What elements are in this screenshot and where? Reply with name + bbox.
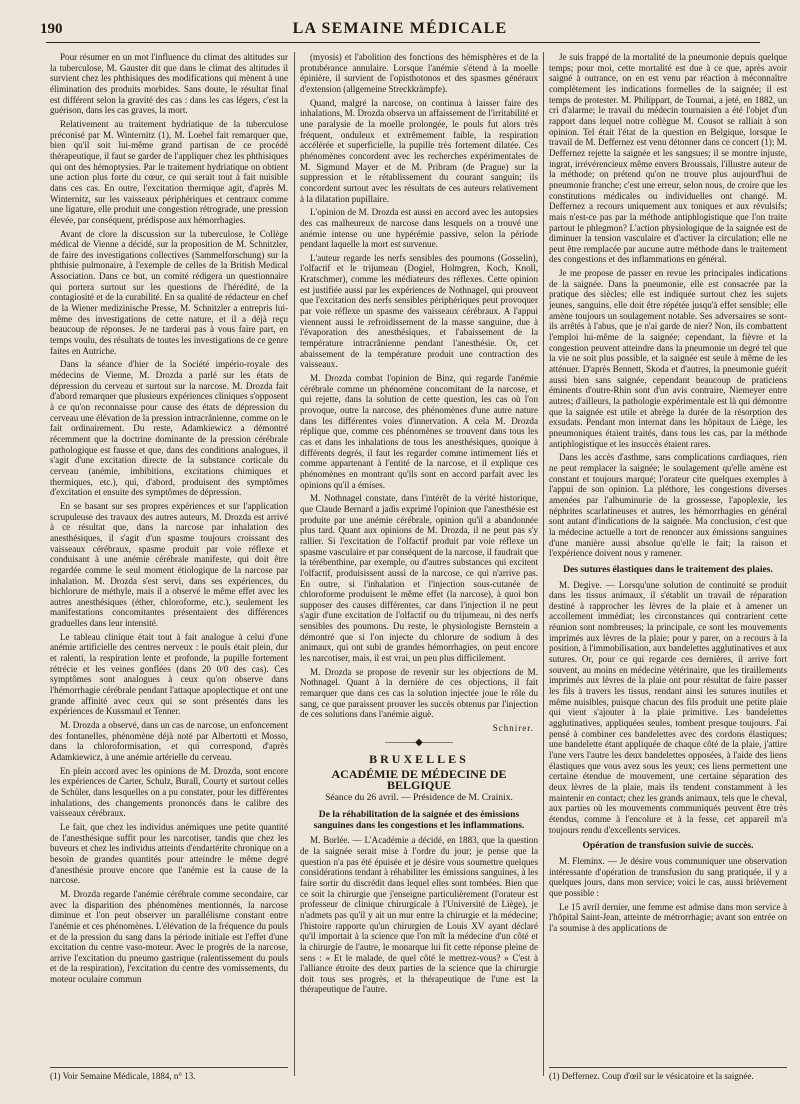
paragraph: M. Drozda combat l'opinion de Binz, qui regarde l'anémie cérébrale comme un phénomène concomitant de la narcose, et qui rejette, dans la solution de cette question, les cas où l'on provoque, outre la narcose, des phénomènes d'une autre nature dans les différentes voies d'innervation. A cela M. Drozda réplique que, comme ces phénomènes se trouvent dans tous les cas et dans les inhalations de tous les anesthésiques, quoique à différents degrés, il faut les regarder comme intimement liés et comme appartenant à l'entité de la narcose, et il explique ces phénomènes en montrant qu'ils sont en accord parfait avec les opinions qu'il a émises.: [300, 373, 538, 490]
paragraph: M. Borlée. — L'Académie a décidé, en 1883, que la question de la saignée serait mise à l'ordre du jour; je pense que la question n'a pas été épuisée et je désire vous soumettre quelques considérations tendant à réhabiliter les émissions sanguines, à les faire sortir du discrédit dans lequel elles sont tombées. Bien que ce soit la chirurgie que j'enseigne particulièrement (l'orateur est professeur de clinique chirurgicale à l'Université de Liège), je n'admets pas qu'il y ait un mur entre la chirurgie et la médecine; l'histoire rapporte qu'un chirurgien de Louis XV ayant déclaré qu'il importait à la science que l'on mît la médecine d'un côté et la chirurgie de l'autre, le monarque lui fit cette réponse pleine de sens : « Et le malade, de quel côté le mettrez-vous? » C'est à l'alliance étroite des deux parties de la science que la chirurgie doit tous ses progrès, et la thérapeutique de l'une est la thérapeutique de l'autre.: [300, 835, 538, 995]
paragraph: M. Drozda a observé, dans un cas de narcose, un enfoncement des fontanelles, phénomène déjà noté par Albertotti et Mosso, dans la chloroformisation, et qui correspond, d'après Adamkiewicz, à une anémie artérielle du cerveau.: [50, 720, 288, 762]
paragraph: Le tableau clinique était tout à fait analogue à celui d'une anémie artificielle des centres nerveux : le pouls était plein, dur et ralenti, la respiration lente et profonde, la pupille fortement rétrécie et les veines gonflées (dans 20 0/0 des cas). Ces symptômes sont analogues à ceux qu'on observe dans l'hémorrhagie cérébrale pendant l'attaque apoplectique et ont une grande affinité avec ceux qui se sont présentés dans les expériences de Kussmaul et Tenner.: [50, 631, 288, 717]
article-subhead: De la réhabilitation de la saignée et des émissions sanguines dans les congestions et les inflammations.: [313, 808, 525, 831]
article-subhead: Opération de transfusion suivie de succès.: [582, 840, 754, 852]
section-ornament: ―――◆―――: [385, 736, 453, 748]
paragraph: M. Degive. — Lorsqu'une solution de continuité se produit dans les tissus animaux, il s'établit un travail de réparation destiné à rapprocher les lèvres de la plaie et à amener un accollement immédiat; les circonstances qui contrarient cette réunion sont nombreuses; la principale, ce sont les mouvements imprimés aux lèvres de la plaie; pour y parer, on a recours à la position, à l'immobilisation, aux bandelettes agglutinatives et aux sutures. Or, pour ce qui regarde ces dernières, il arrive fort souvent, au moins en médecine vétérinaire, que les tiraillements imprimés aux lèvres de la plaie ont pour résultat de faire passer les fils à travers les tissus, rendant ainsi les sutures inutiles et même nuisibles, puisque chacun des fils produit une petite plaie qui vient s'ajouter à la plaie primitive. Les bandelettes agglutinatives, appliquées seules, tombent presque toujours. J'ai pensé à combiner ces bandelettes avec des cordons élastiques; une bandelette étant appliquée de chaque côté de la plaie, j'attire l'une vers l'autre les deux bandelettes opposées, à l'aide des liens élastiques que vous avez sous les yeux; ces liens permettent une certaine étendue de mouvement, une certaine séparation des deux lèvres de la plaie, mais ils tendent constamment à les maintenir en contact; chez les grands animaux, tels que le cheval, aux parties où les mouvements communiqués peuvent être très étendus, comme à l'encolure et à la fesse, cet appareil m'a toujours rendu d'excellents services.: [549, 579, 787, 835]
footnote: (1) Voir Semaine Médicale, 1884, n° 13.: [50, 1067, 288, 1082]
paragraph: Relativement au traitement hydriatique de la tuberculose préconisé par M. Winternitz (1), M. Loebel fait remarquer que, bien qu'il soit lui-même grand partisan de ce procédé thérapeutique, il faut se garder de l'appliquer chez les phthisiques qui ont des hémoptysies. Par le traitement hydriatique on obtient une action plus forte du cœur, ce qui serait tout à fait nuisible dans ces cas. En outre, l'excitation thermique agit, d'après M. Winternitz, sur les vaisseaux périphériques et centraux comme une ligature, elle produit une congestion rétrograde, une pression élevée, par conséquent, prédispose aux hémorrhagies.: [50, 118, 288, 225]
paragraph: M. Drozda regarde l'anémie cérébrale comme secondaire, car avec la disparition des phénomènes mentionnés, la narcose diminue et l'on peut observer un parallélisme constant entre l'anémie et ces phénomènes. L'élévation de la fréquence du pouls et de la pression du sang dans la période initiale est l'effet d'une excitation du centre vaso-moteur. Avec le progrès de la narcose, arrive l'excitation du pneumo gastrique (ralentissement du pouls et de la respiration), l'excitation du centre des vomissements, du moteur oculaire commun: [50, 888, 288, 985]
academy-heading: ACADÉMIE DE MÉDECINE DE BELGIQUE: [331, 767, 507, 792]
session-line: Séance du 26 avril. — Présidence de M. Crainix.: [325, 792, 513, 804]
paragraph: Quand, malgré la narcose, on continua à laisser faire des inhalations, M. Drozda observa un affaissement de l'irritabilité et une paralysie de la moelle prolongée, le pouls fut alors très fréquent, onduleux et extrêmement faible, la respiration accélérée et superficielle, la pupille très fortement dilatée. Ces phénomènes concordent avec les recherches expérimentales de M. Sigmund Mayer et de M. Pribram (de Prague) sur la suppression et le rétablissement du courant sanguin; ils concordent surtout avec les résultats de ces auteurs relativement à la dilatation pupillaire.: [300, 97, 538, 204]
paragraph: Le 15 avril dernier, une femme est admise dans mon service à l'hôpital Saint-Jean, atteinte de métrorrhagie; avant son entrée on l'a soumise à des applications de: [549, 901, 787, 933]
paragraph: Avant de clore la discussion sur la tuberculose, le Collège médical de Vienne a décidé, sur la proposition de M. Schnitzler, de faire des investigations collectives (Sammelforschung) sur la phthisie pulmonaire, à l'exemple de celles de la British Medical Association. Dans ce but, un comité rédigera un questionnaire qui portera surtout sur les questions de l'hérédité, de la contagiosité et de la curabilité. En sa qualité de rédacteur en chef de la Wiener medizinische Presse, M. Schnitzler a entrepris lui-même des investigations de cette nature, et il a déjà reçu beaucoup de réponses. Je ne tarderai pas à vous faire part, en temps voulu, des résultats de toutes les investigations de ce genre faites en Autriche.: [50, 228, 288, 356]
paragraph: M. Drozda se propose de revenir sur les objections de M. Nothnagel. Quant à la dernière de ces objections, il fait remarquer que dans ces cas la solution injectée joue le rôle du sang, ce que paraissent prouver les succès obtenus par l'injection de ces solutions dans l'anémie aiguë.: [300, 666, 538, 720]
paragraph: Je me propose de passer en revue les principales indications de la saignée. Dans la pneumonie, elle est consacrée par la pratique des siècles; elle est indiquée surtout chez les sujets jeunes, sanguins, elle doit être répétée jusqu'à effet sensible; elle amène toujours un soulagement notable. Ses adversaires se sont-ils arrêtés à l'abus, que je n'ai garde de nier? Non, ils combattent l'emploi lui-même de la saignée; cependant, la fièvre et la congestion peuvent atteindre dans la pneumonie un degré tel que la vie ne soit plus possible, et la saignée est seule à même de les atténuer. D'après Bennett, Skoda et d'autres, la pneumonie guérit aussi bien sans saignée, cependant beaucoup de praticiens éminents d'outre-Rhin sont d'un avis contraire, Niemeyer entre autres; d'ailleurs, la pathologie expérimentale est là qui démontre que la saignée est utile et abrège la durée de la résorption des exsudats. Pendant mon internat dans les hôpitaux de Liège, les pneumoniques étaient traités, dans tous les cas, par la méthode antiphlogistique et les insuccès étaient rares.: [549, 268, 787, 449]
paragraph: Dans les accès d'asthme, sans complications cardiaques, rien ne peut remplacer la saignée; le soulagement qu'elle amène est constant et toujours marqué; l'orateur cite quelques exemples à l'appui de son opinion. La pléthore, les congestions diverses amenées par l'albuminurie de la grossesse, l'apoplexie, les néphrites scarlatineuses et autres, les hémorrhagies en général sont autant d'indications de la saignée. Ma conclusion, c'est que la médecine actuelle a tort de renoncer aux émissions sanguines d'une manière aussi absolue qu'elle le fait; la raison et l'expérience doivent nous y ramener.: [549, 452, 787, 559]
journal-title: LA SEMAINE MÉDICALE: [292, 20, 508, 37]
column-3: [549, 52, 787, 1082]
paragraph: Le fait, que chez les individus anémiques une petite quantité de l'anesthésique suffit pour les narcotiser, tandis que chez les buveurs et chez les individus atteints d'endartérite chronique on a besoin de grandes quantités pour atteindre le même degré d'anesthésie prouve encore que l'anémie est la cause de la narcose.: [50, 821, 288, 886]
paragraph: L'opinion de M. Drozda est aussi en accord avec les autopsies des cas malheureux de narcose dans lesquels on a trouvé une anémie intense ou une hypérémie passive, selon la période pendant laquelle la mort est survenue.: [300, 207, 538, 250]
paragraph: Je suis frappé de la mortalité de la pneumonie depuis quelque temps; pour moi, cette mortalité est due à ce que, après avoir saigné à outrance, on en est venu par réaction à méconnaître complètement les indications formelles de la saignée; il est temps de protester. M. Philippart, de Tournai, a jeté, en 1882, un cri d'alarme; le travail du médecin tournaisien a été l'objet d'un rapport dans lequel notre collègue M. Cousot se ralliait à son opinion. Tel était l'état de la question en Belgique, lorsque le travail de M. Deffernez est venu détonner dans ce concert (1); M. Deffernez rejette la saignée et les sangsues; il se montre injuste, ingrat, irrévérencieux même envers Broussais, l'illustre auteur de la méthode; on prétend qu'on ne trouve plus aujourd'hui de pneumonie franche; c'est une erreur, selon nous, de croire que les constitutions médicales ou individuelles ont changé. M. Deffernez a recours uniquement aux toniques et aux révulsifs; mais n'est-ce pas par la méthode antiphlogistique que l'on traite partout le phlegmon? L'action physiologique de la saignée est de diminuer la tension vasculaire et d'activer la circulation; elle ne peut être remplacée par aucune autre méthode dans le traitement des congestions et des inflammations en général.: [549, 52, 787, 265]
footnote: (1) Deffernez. Coup d'œil sur le vésicatoire et la saignée.: [549, 1067, 787, 1082]
paragraph: L'auteur regarde les nerfs sensibles des poumons (Gosselin), l'olfactif et le trijumeau (Dogiel, Holmgren, Koch, Knoll, Kratschmer), comme les médiateurs des réflexes. Cette opinion est justifiée aussi par les expériences de Nothnagel, qui prouvent que l'excitation des nerfs sensibles périphériques peut provoquer par voie réflexe un spasme des vaisseaux cérébraux. A l'appui viennent aussi le refroidissement de la masse sanguine, due à l'évaporation des anesthésiques, et l'abaissement de la température intracrânienne pendant l'anesthésie. Or, cet abaissement de la température produit une contraction des vaisseaux.: [300, 252, 538, 370]
paragraph: M. Fleminx. — Je désire vous communiquer une observation intéressante d'opération de transfusion du sang pratiquée, il y a quelques jours, dans mon service; voici le cas, aussi brièvement que possible :: [549, 855, 787, 898]
page-header: [40, 14, 760, 38]
page-number: 190: [40, 21, 63, 37]
column-divider: [294, 52, 295, 1076]
column-divider: [543, 52, 544, 1076]
header-rule: [46, 42, 760, 43]
article-subhead: Des sutures élastiques dans le traitement des plaies.: [563, 563, 773, 575]
paragraph: Dans la séance d'hier de la Société império-royale des médecins de Vienne, M. Drozda a parlé sur les états de dépression du cerveau et surtout sur la narcose. M. Drozda fait d'abord remarquer que plusieurs expériences cliniques s'opposent à ce qu'on reconnaisse pour cause des états de dépression du cerveau une élévation de la pression intracrânienne, comme on le fait ordinairement. Du reste, Adamkiewicz a démontré récemment que la doctrine dominante de la pression cérébrale pathologique est fausse et que, dans des conditions analogues, il s'agit d'une excitation directe de la substance corticale du cerveau (anémie, imbibitions, excitations chimiques et thermiques, etc.), qui, d'abord, produisent des symptômes d'excitation et ensuite des symptômes de dépression.: [50, 359, 288, 498]
paragraph: M. Nothnagel constate, dans l'intérêt de la vérité historique, que Claude Bernard a jadis exprimé l'opinion que l'anesthésie est produite par une anémie cérébrale, opinion qu'il a abandonnée plus tard. Quant aux opinions de M. Drozda, il ne peut pas s'y rallier. Si l'excitation de l'olfactif produit par voie réflexe un spasme vasculaire et par conséquent de la narcose, il faudrait que la térébenthine, par exemple, ou d'autres substances qui excitent l'olfactif, produisissent aussi de la narcose, ce qui n'arrive pas. En outre, si l'inhalation et l'injection sous-cutanée de chloroforme produisent le même effet (la narcose), à quoi bon supposer des causes différentes, car dans l'injection il ne peut s'agir d'une excitation de l'olfactif ou du trijumeau, ni des nerfs sensibles des poumons. Du reste, le physiologiste Bernstein a démontré que si l'on injecte du chlorure de sodium à des animaux, qui ont subi de grandes hémorrhagies, on peut encore les narcotiser, mais, il est vrai, un peu plus difficilement.: [300, 493, 538, 664]
column-1: [50, 52, 288, 1082]
paragraph: Pour résumer en un mot l'influence du climat des altitudes sur la tuberculose, M. Gauster dit que dans le climat des altitudes il survient chez les phthisiques des modifications qui mènent à une élimination des produits morbides. Sans doute, le résultat final est différent selon la gravité des cas : dans les cas légers, c'est la guérison, dans les cas graves, la mort.: [50, 52, 288, 116]
paragraph: En plein accord avec les opinions de M. Drozda, sont encore les expériences de Carter, Schulz, Burall, Courty et surtout celles de Schüler, dans lesquelles on a pu constater, pour les différentes inhalations, des changements prononcés dans le calibre des vaisseaux cérébraux.: [50, 765, 288, 819]
section-title: BRUXELLES: [369, 752, 469, 767]
column-2: [300, 52, 538, 1082]
paragraph: (myosis) et l'abolition des fonctions des hémisphères et de la protubérance annulaire. Lorsque l'anémie s'étend à la moelle épinière, il survient de l'opisthotonos et des spasmes généraux d'extension (allgemeine Streckkrämpfe).: [300, 52, 538, 94]
paragraph: En se basant sur ses propres expériences et sur l'application scrupuleuse des travaux des autres auteurs, M. Drozda est arrivé à ce résultat que, dans la narcose par inhalation des anesthésiques, il s'agit d'un spasme toujours croissant des vaisseaux cérébraux, spasme produit par voie réflexe et conduisant à une anémie cérébrale manifeste, qui doit être regardée comme le seul moment étiologique de la narcose par inhalation. M. Drozda s'est servi, dans ses expériences, du bichlorure de méthyle, mais il a observé le même effet avec les autres anesthésiques (éther, chloroforme, etc.), seulement les manifestations concomitantes présentaient des différences graduelles dans leur intensité.: [50, 500, 288, 629]
author-signature: Schnirer.: [492, 723, 534, 734]
